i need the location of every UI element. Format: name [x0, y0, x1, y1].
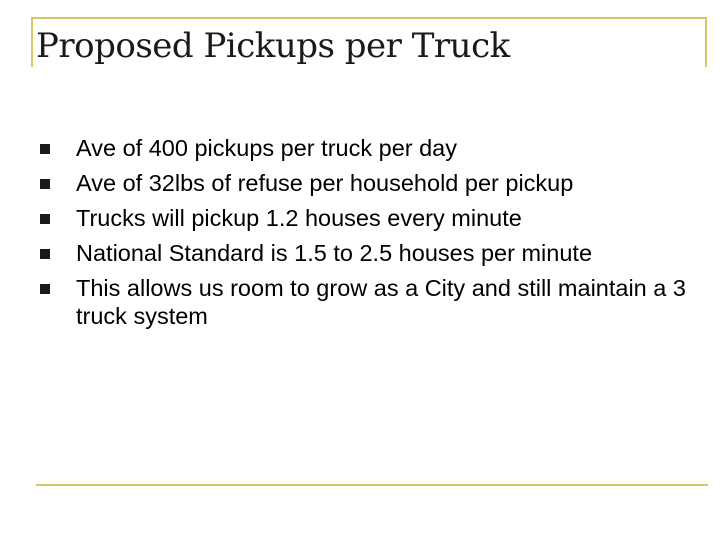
bullet-item	[40, 169, 690, 197]
square-bullet-icon	[40, 284, 50, 294]
square-bullet-icon	[40, 179, 50, 189]
bullet-item	[40, 274, 690, 330]
bullet-text: Trucks will pickup 1.2 houses every minute	[76, 205, 522, 231]
bullet-list	[40, 134, 690, 337]
bullet-item	[40, 134, 690, 162]
square-bullet-icon	[40, 249, 50, 259]
bullet-item	[40, 239, 690, 267]
bullet-text: This allows us room to grow as a City and still maintain a 3 truck system	[76, 275, 686, 329]
bullet-text: Ave of 400 pickups per truck per day	[76, 135, 458, 161]
bullet-text: Ave of 32lbs of refuse per household per pickup	[76, 170, 574, 196]
bullet-text: National Standard is 1.5 to 2.5 houses per minute	[76, 240, 593, 266]
title-frame-top-line	[31, 17, 707, 19]
square-bullet-icon	[40, 144, 50, 154]
title-frame-left-line	[31, 17, 33, 67]
title-frame-right-line	[705, 17, 707, 67]
bullet-item	[40, 204, 690, 232]
square-bullet-icon	[40, 214, 50, 224]
slide-title: Proposed Pickups per Truck	[36, 26, 510, 66]
footer-divider-line	[36, 484, 708, 486]
